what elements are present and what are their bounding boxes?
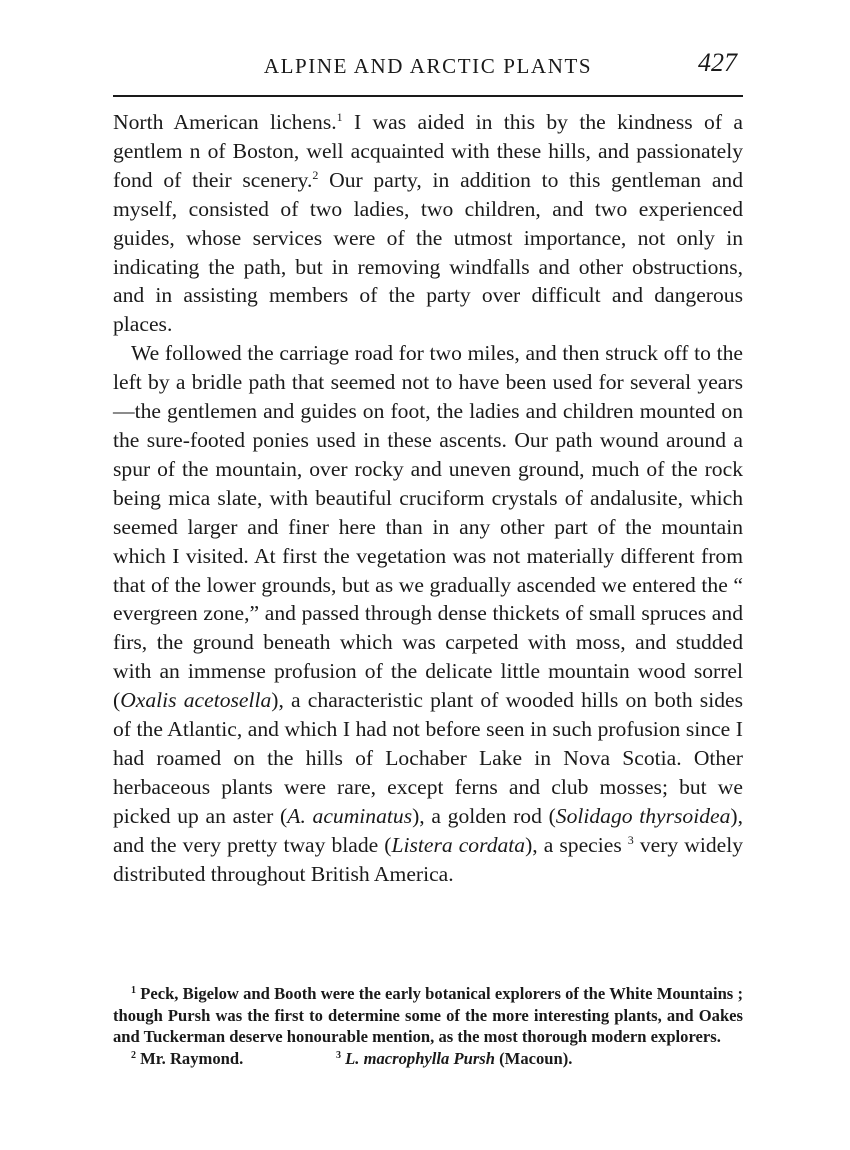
running-head: ALPINE AND ARCTIC PLANTS	[263, 54, 593, 78]
paragraph-1	[113, 108, 743, 339]
p2-text-c: ), a golden rod (	[412, 803, 556, 828]
page-header	[113, 48, 743, 88]
footnote-1-marker: 1	[131, 985, 136, 996]
footnote-2-marker: 2	[131, 1049, 136, 1061]
footnote-3-text: (Macoun).	[494, 1048, 573, 1068]
header-rule	[113, 95, 743, 97]
footnote-ref-3: 3	[627, 832, 634, 847]
p2-text-d: ), and the very pretty tway blade (	[113, 803, 743, 857]
footnote-1-text: Peck, Bigelow and Booth were the early botanical explorers of the White Mountains ; though Pursh was the first to determine some of the more interesting plants, and Oakes and Tuckerman deserve honourable mention, as the most thorough modern explorers.	[113, 984, 743, 1046]
p2-text-e: ), a species	[525, 832, 628, 857]
page-number: 427	[698, 48, 737, 77]
footnote-3-marker: 3	[336, 1049, 341, 1061]
body-text	[113, 108, 743, 888]
p2-text-f: very widely distributed throughout British America.	[113, 832, 744, 886]
footnote-3-species: L. macrophylla Pursh	[341, 1048, 495, 1068]
footnote-2	[131, 1048, 336, 1070]
footnote-row-2-3	[113, 1048, 743, 1070]
species-listera: Listera cordata	[391, 832, 526, 857]
species-aster: A. acuminatus	[287, 803, 413, 828]
p2-text-a: We followed the carriage road for two miles, and then struck off to the left by a bridle path that seemed not to have been used for several years—the gentlemen and guides on foot, the ladies and children mounted on the sure-footed ponies used in these ascents. Our path wound around a spur of the mountain, over rocky and uneven ground, much of the rock being mica slate, with beautiful cruciform crystals of andalusite, which seemed larger and finer here than in any other part of the mountain which I visited. At first the vegetation was not materially different from that of the lower grounds, but as we gradually ascended we entered the “ evergreen zone,” and passed through dense thickets of small spruces and firs, the ground beneath which was carpeted with moss, and studded with an immense profusion of the delicate little mountain wood sorrel (	[113, 341, 743, 713]
p2-text-b: ), a characteristic plant of wooded hills on both sides of the Atlantic, and which I had not before seen in such profusion since I had roamed on the hills of Lochaber Lake in Nova Scotia. Other herbaceous plants were rare, except ferns and club mosses; but we picked up an aster (	[113, 688, 743, 828]
paragraph-2	[113, 339, 743, 888]
footnotes	[113, 983, 743, 1069]
species-solidago: Solidago thyrsoidea	[555, 803, 731, 828]
footnote-2-text: Mr. Raymond.	[136, 1048, 244, 1068]
footnote-3	[336, 1048, 572, 1070]
p1-text-c: Our party, in addition to this gentleman and myself, consisted of two ladies, two children, and two experienced guides, whose services were of the utmost importance, not only in indicating the path, but in removing windfalls and other obstructions, and in assisting members of the party over difficult and dangerous places.	[113, 167, 743, 337]
p1-text-a: North American lichens.	[113, 110, 337, 134]
footnote-ref-2: 2	[312, 167, 319, 182]
p1-text-b: I was aided in this by the kindness of a gentlem n of Boston, well acquainted with these hills, and passionately fond of their scenery.	[113, 110, 743, 192]
footnote-1	[113, 983, 743, 1048]
species-oxalis: Oxalis acetosella	[120, 688, 272, 713]
footnote-ref-1: 1	[336, 110, 343, 124]
